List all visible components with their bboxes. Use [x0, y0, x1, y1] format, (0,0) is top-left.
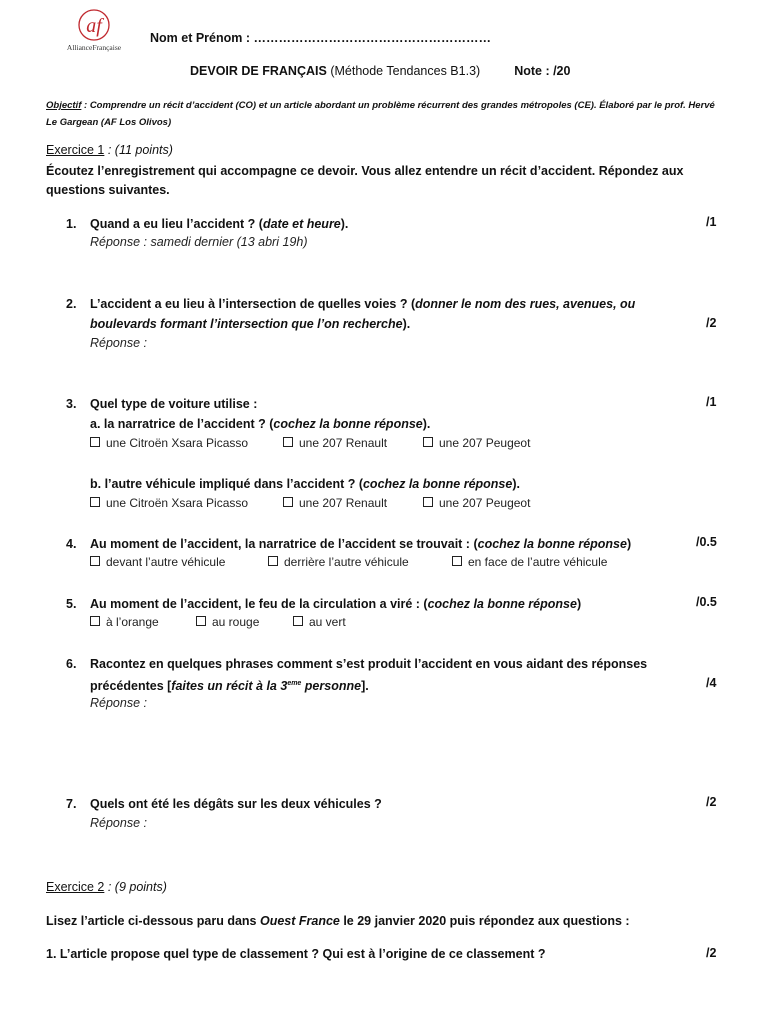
document-title: DEVOIR DE FRANÇAIS (Méthode Tendances B1.3) Note : /20 [190, 64, 571, 78]
question-1-points: /1 [706, 215, 717, 229]
question-1-answer: Réponse : samedi dernier (13 abri 19h) [90, 235, 308, 249]
question-3a: a. la narratrice de l’accident ? (cochez la bonne réponse). [90, 417, 431, 431]
checkbox-icon[interactable] [423, 497, 433, 507]
exercise-2-intro: Lisez l’article ci-dessous paru dans Ouest France le 29 janvier 2020 puis répondez aux questions : [46, 914, 630, 928]
checkbox-icon[interactable] [283, 497, 293, 507]
question-6-points: /4 [706, 676, 717, 690]
option-4-en-face[interactable]: en face de l’autre véhicule [452, 555, 607, 569]
question-1: 1. Quand a eu lieu l’accident ? (date et heure). [66, 217, 349, 231]
question-2-answer: Réponse : [90, 336, 147, 350]
question-7: 7. Quels ont été les dégâts sur les deux véhicules ? [66, 797, 382, 811]
objective-paragraph: Objectif : Comprendre un récit d’accident (CO) et un article abordant un problème récurrent des grandes métropoles (CE). Élaboré par le prof. Hervé Le Gargean (AF Los Olivos) [46, 100, 715, 128]
question-4-points: /0.5 [696, 535, 717, 549]
question-7-points: /2 [706, 795, 717, 809]
checkbox-icon[interactable] [293, 616, 303, 626]
option-3a-citroen[interactable]: une Citroën Xsara Picasso [90, 436, 248, 450]
checkbox-icon[interactable] [90, 616, 100, 626]
question-5: 5. Au moment de l’accident, le feu de la circulation a viré : (cochez la bonne réponse) [66, 597, 582, 611]
exercise-2-heading: Exercice 2 : (9 points) [46, 880, 167, 894]
checkbox-icon[interactable] [423, 437, 433, 447]
question-2-points: /2 [706, 316, 717, 330]
question-3: 3. Quel type de voiture utilise : [66, 397, 258, 411]
option-4-devant[interactable]: devant l’autre véhicule [90, 555, 225, 569]
checkbox-icon[interactable] [196, 616, 206, 626]
svg-text:AllianceFrançaise: AllianceFrançaise [66, 43, 122, 52]
question-4: 4. Au moment de l’accident, la narratrice de l’accident se trouvait : (cochez la bonne réponse) [66, 537, 632, 551]
student-name-line: Nom et Prénom : ………………………………………………… [150, 31, 491, 45]
exercise-1-instructions: Écoutez l’enregistrement qui accompagne ce devoir. Vous allez entendre un récit d’accident. Répondez aux questions suivantes. [46, 164, 684, 197]
question-7-answer: Réponse : [90, 816, 147, 830]
option-3b-peugeot[interactable]: une 207 Peugeot [423, 496, 530, 510]
option-3a-peugeot[interactable]: une 207 Peugeot [423, 436, 530, 450]
option-3a-renault[interactable]: une 207 Renault [283, 436, 387, 450]
checkbox-icon[interactable] [268, 556, 278, 566]
svg-text:af: af [86, 15, 102, 37]
alliance-francaise-logo [58, 6, 130, 54]
exercise-2-question-1: 1. L’article propose quel type de classement ? Qui est à l’origine de ce classement ? [46, 947, 546, 961]
question-6: 6. Racontez en quelques phrases comment s’est produit l’accident en vous aidant des réponses précédentes [faites un récit à la 3eme personne]. [66, 657, 648, 694]
option-5-orange[interactable]: à l’orange [90, 615, 159, 629]
option-5-vert[interactable]: au vert [293, 615, 346, 629]
checkbox-icon[interactable] [452, 556, 462, 566]
option-3b-citroen[interactable]: une Citroën Xsara Picasso [90, 496, 248, 510]
grade-note: Note : /20 [514, 64, 571, 78]
option-3b-renault[interactable]: une 207 Renault [283, 496, 387, 510]
checkbox-icon[interactable] [283, 437, 293, 447]
exercise-2-question-1-points: /2 [706, 946, 717, 960]
question-3b: b. l’autre véhicule impliqué dans l’accident ? (cochez la bonne réponse). [90, 477, 520, 491]
checkbox-icon[interactable] [90, 556, 100, 566]
question-3-points: /1 [706, 395, 717, 409]
checkbox-icon[interactable] [90, 497, 100, 507]
option-5-rouge[interactable]: au rouge [196, 615, 259, 629]
exercise-1-heading: Exercice 1 : (11 points) [46, 143, 173, 157]
option-4-derriere[interactable]: derrière l’autre véhicule [268, 555, 409, 569]
question-5-points: /0.5 [696, 595, 717, 609]
question-6-answer: Réponse : [90, 696, 147, 710]
question-2: 2. L’accident a eu lieu à l’intersection de quelles voies ? (donner le nom des rues, avenues, ou boulevards formant l’intersection que l’on recherche). [66, 297, 636, 331]
checkbox-icon[interactable] [90, 437, 100, 447]
